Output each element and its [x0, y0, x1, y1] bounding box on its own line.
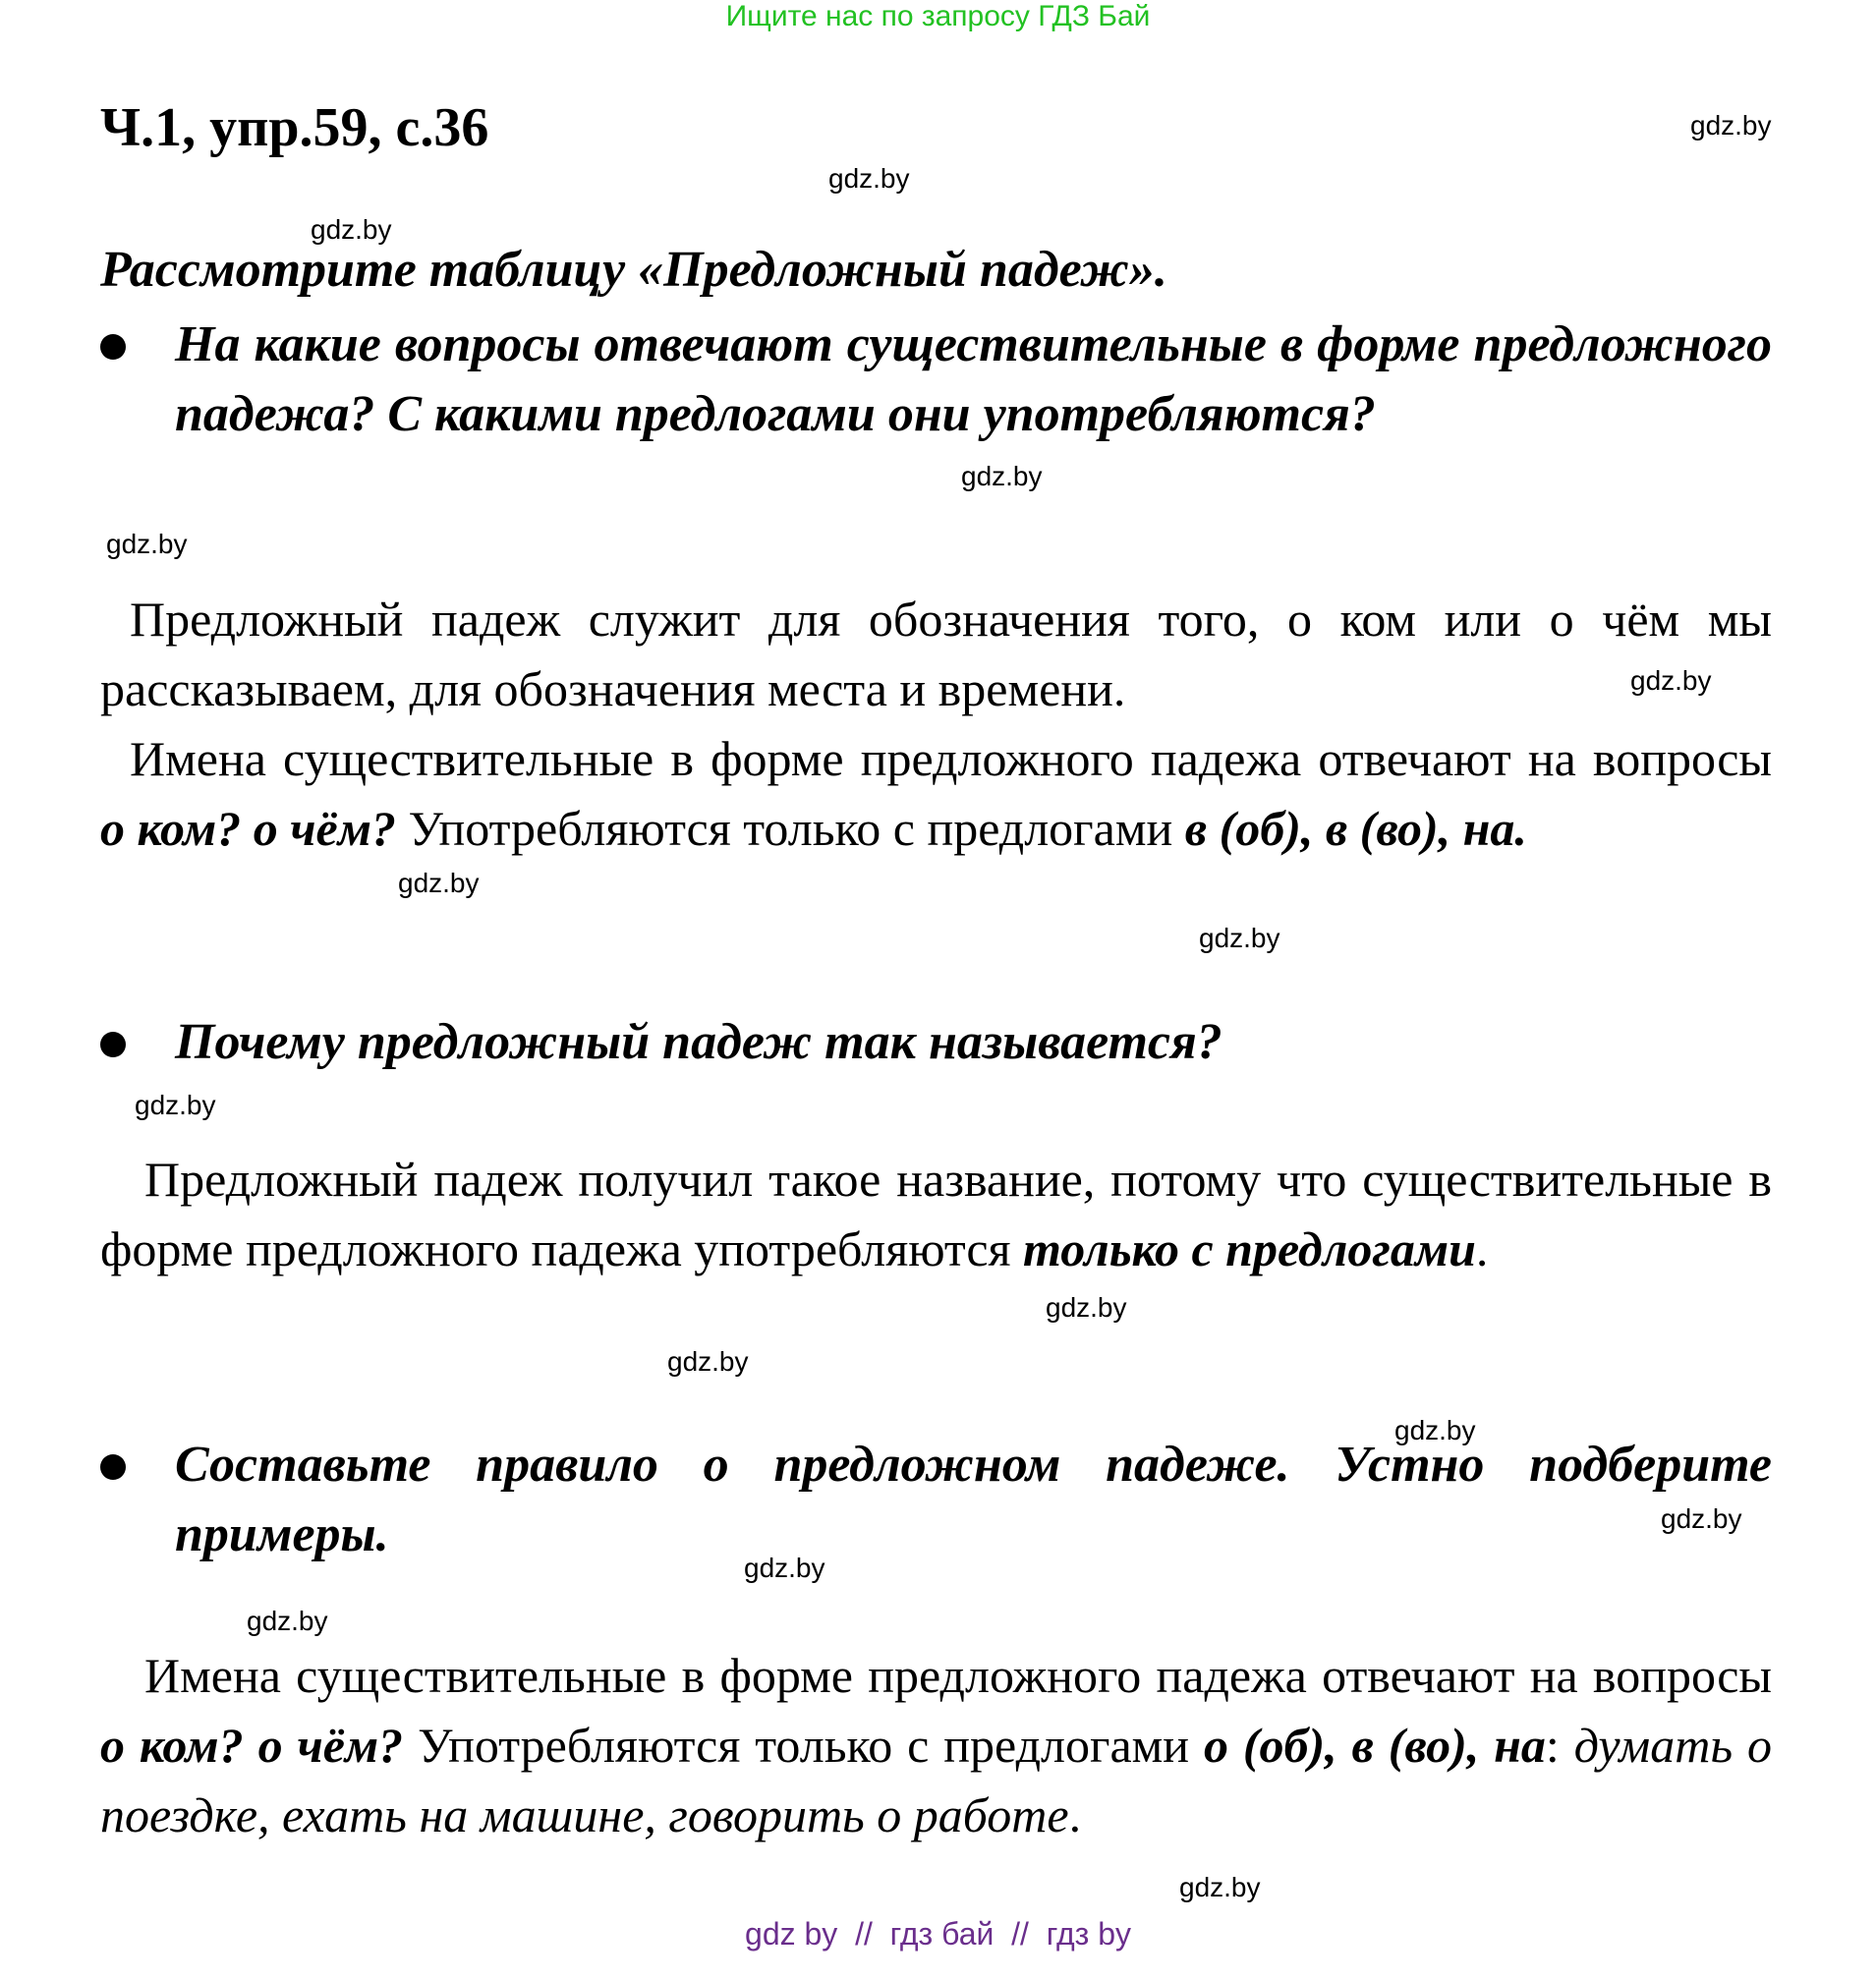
watermark: gdz.by: [135, 1090, 216, 1120]
watermark: gdz.by: [961, 461, 1043, 491]
bullet-2: [100, 1032, 126, 1057]
answer-1-prepositions: в (об), в (во), на.: [1184, 801, 1527, 856]
answer-2-paragraph: [100, 1145, 1772, 1284]
watermark: gdz.by: [1179, 1872, 1261, 1902]
answer-2-text: Предложный падеж получил такое название, потому что существительные в форме предложного падежа употребляются: [100, 1152, 1772, 1276]
bullet-3: [100, 1454, 126, 1480]
answer-1-text-start: Имена существительные в форме предложного падежа отвечают на вопросы: [130, 731, 1772, 786]
answer-1-text: Предложный падеж служит для обозначения того, о ком или о чём мы рассказываем, для обозначения места и времени.: [100, 592, 1772, 716]
watermark: gdz.by: [744, 1553, 825, 1583]
page-title: Ч.1, упр.59, с.36: [100, 97, 489, 158]
watermark: gdz.by: [1046, 1292, 1127, 1323]
watermark: gdz.by: [1630, 665, 1712, 696]
bullet-1: [100, 334, 126, 360]
answer-3-questions: о ком? о чём?: [100, 1718, 404, 1773]
watermark: gdz.by: [1394, 1415, 1476, 1445]
footer-links: gdz by // гдз бай // гдз by: [745, 1916, 1131, 1952]
watermark: gdz.by: [1690, 110, 1772, 141]
answer-1-questions: о ком? о чём?: [100, 801, 396, 856]
answer-2-emphasis: только с предлогами: [1023, 1221, 1476, 1276]
watermark: gdz.by: [1199, 923, 1280, 953]
answer-1-paragraph-2: [100, 724, 1772, 864]
answer-3-text-start: Имена существительные в форме предложного падежа отвечают на вопросы: [144, 1648, 1772, 1703]
watermark: gdz.by: [106, 529, 188, 559]
answer-1-paragraph-1: [100, 585, 1772, 724]
watermark: gdz.by: [311, 214, 392, 245]
watermark: gdz.by: [667, 1346, 749, 1377]
answer-3-prepositions: о (об), в (во), на: [1203, 1718, 1546, 1773]
watermark: gdz.by: [398, 868, 480, 898]
watermark: gdz.by: [828, 163, 910, 194]
watermark: gdz.by: [247, 1606, 328, 1636]
answer-3-end: .: [1068, 1787, 1082, 1842]
watermark: gdz.by: [1661, 1503, 1742, 1534]
question-1: На какие вопросы отвечают существительные в форме предложного падежа? С какими предлогами они употребляются?: [175, 316, 1772, 442]
answer-1-text-mid: Употребляются только с предлогами: [395, 801, 1185, 856]
question-3: Составьте правило о предложном падеже. Устно подберите примеры.: [175, 1437, 1772, 1562]
answer-3-colon: :: [1545, 1718, 1574, 1773]
task-heading: Рассмотрите таблицу «Предложный падеж».: [100, 242, 1167, 298]
top-banner: Ищите нас по запросу ГДЗ Бай: [725, 0, 1151, 32]
answer-3-text-mid: Употребляются только с предлогами: [403, 1718, 1204, 1773]
answer-2-end: .: [1475, 1221, 1489, 1276]
question-2: Почему предложный падеж так называется?: [175, 1014, 1222, 1070]
answer-3-examples: думать о поездке, ехать на машине, говорить о работе: [100, 1718, 1772, 1842]
answer-3-paragraph: [100, 1641, 1772, 1850]
